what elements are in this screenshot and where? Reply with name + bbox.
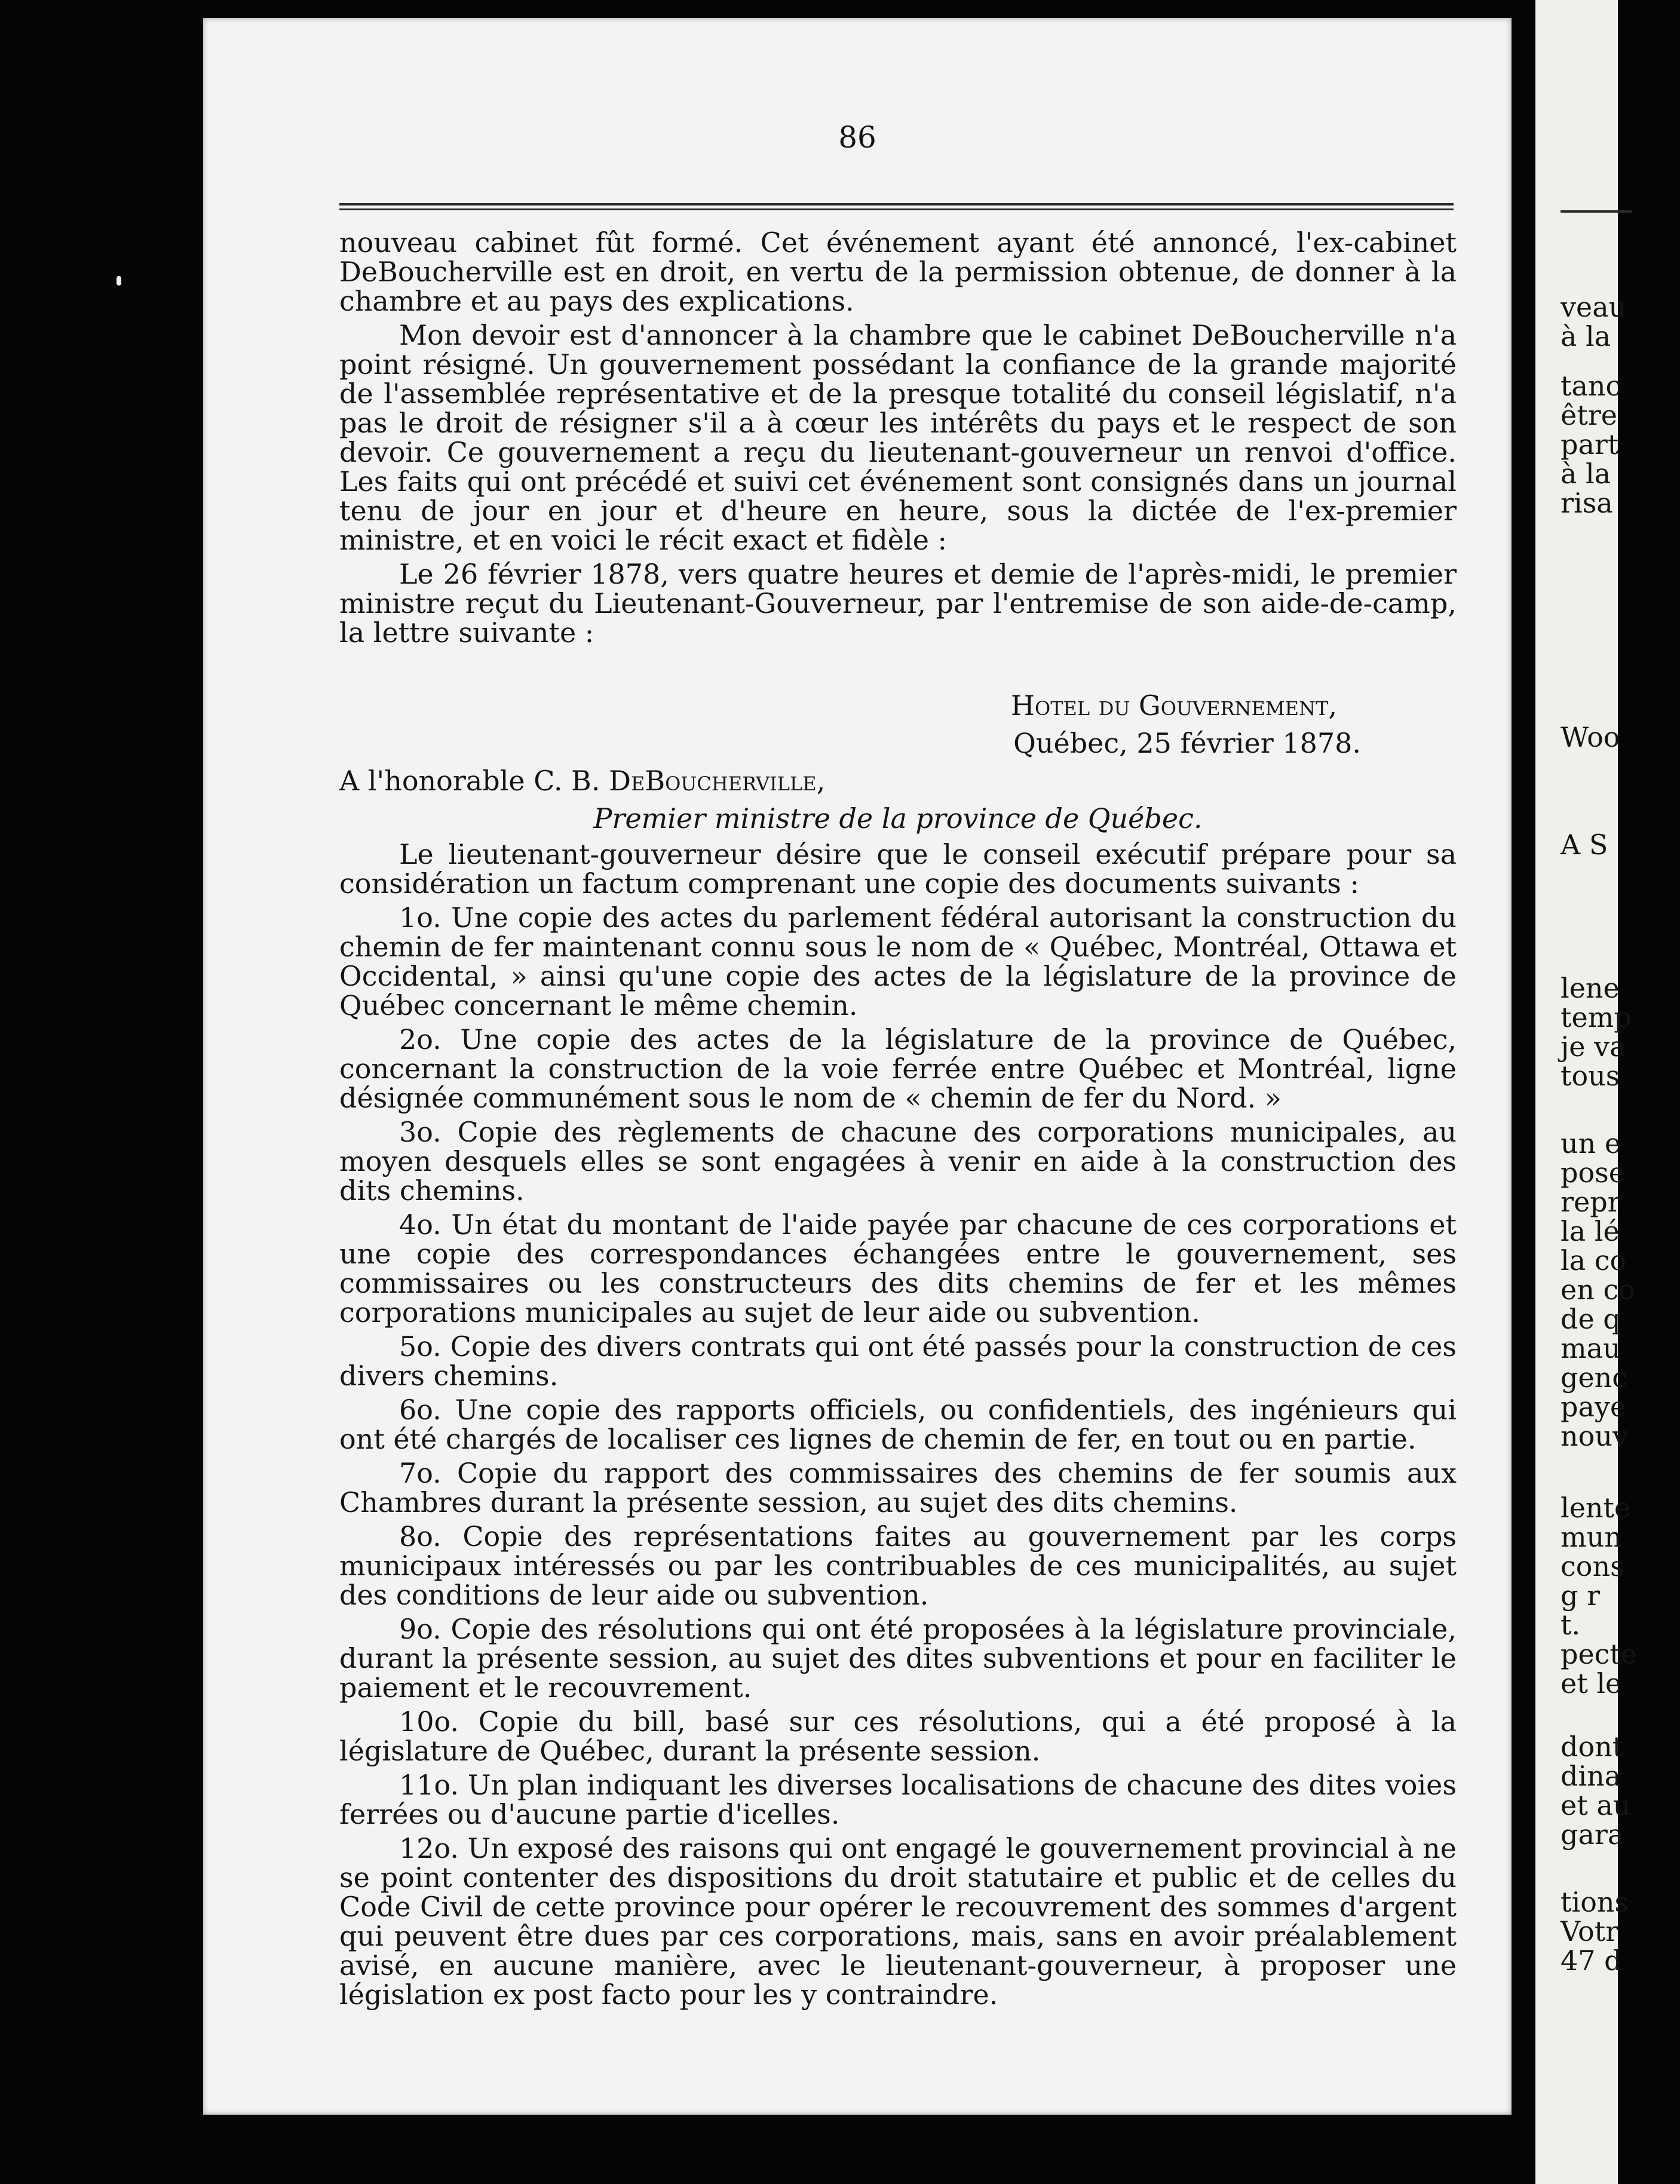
letter-paragraph: 3o. Copie des règlements de chacune des corporations municipales, au moyen desquels elles se sont engagées à venir en aide à la construction des dits chemins. [339, 1116, 1457, 1207]
adjacent-fragment: genc [1561, 1361, 1628, 1394]
book-page [203, 18, 1512, 2115]
adjacent-fragment: 47 d [1561, 1944, 1622, 1977]
adjacent-fragment: Woo [1561, 721, 1620, 753]
letter-paragraph: 7o. Copie du rapport des commissaires des chemins de fer soumis aux Chambres durant la présente session, au sujet des dits chemins. [339, 1457, 1457, 1519]
adjacent-fragment: de q [1561, 1303, 1621, 1335]
page-number: 86 [838, 120, 876, 155]
letter-paragraph: 8o. Copie des représentations faites au gouvernement par les corps municipaux intéressés ou par les contribuables de ces municipalités, au sujet des conditions de leur aide ou subvention. [339, 1520, 1457, 1611]
adjacent-fragment: dina [1561, 1760, 1621, 1792]
adjacent-fragment: mau [1561, 1332, 1621, 1364]
adjacent-fragment: et le [1561, 1667, 1622, 1700]
adjacent-fragment: la co [1561, 1244, 1627, 1277]
letter-paragraph: 4o. Un état du montant de l'aide payée par chacune de ces corporations et une copie des correspondances échangées entre le gouvernement, ses commissaires ou les constructeurs des dits chemins de fer et les mêmes corporations municipales au sujet de leur aide ou subvention. [339, 1208, 1457, 1329]
adjacent-fragment: lente [1561, 1492, 1631, 1524]
adjacent-fragment: part [1561, 428, 1619, 461]
scan-artifact [117, 276, 121, 286]
adjacent-fragment: g r [1561, 1579, 1601, 1612]
letter-paragraph: 5o. Copie des divers contrats qui ont été passés pour la construction de ces divers chemins. [339, 1330, 1457, 1392]
letter-paragraph: 9o. Copie des résolutions qui ont été proposées à la législature provinciale, durant la présente session, au sujet des dites subventions et pour en faciliter le paiement et le recouvrement. [339, 1613, 1457, 1704]
adjacent-fragment: à la [1561, 320, 1611, 352]
header-rule-line [339, 208, 1454, 210]
adjacent-fragment: A S [1561, 829, 1608, 861]
letter-paragraph: 2o. Une copie des actes de la législature de la province de Québec, concernant la construction de la voie ferrée entre Québec et Montréal, ligne désignée communément sous le nom de « chemin de fer du Nord. » [339, 1023, 1457, 1114]
adjacent-fragment: pecte [1561, 1638, 1638, 1670]
adjacent-fragment: à la [1561, 458, 1611, 490]
adjacent-fragment: dont [1561, 1731, 1624, 1763]
adjacent-fragment: nouv [1561, 1420, 1628, 1452]
adjacent-fragment: gara [1561, 1818, 1624, 1851]
paragraph: nouveau cabinet fût formé. Cet événement ayant été annoncé, l'ex-cabinet DeBoucherville est en droit, en vertu de la permission obtenue, de donner à la chambre et au pays des explications. [339, 226, 1457, 317]
header-rule [339, 203, 1454, 211]
letter-paragraph: 6o. Une copie des rapports officiels, ou confidentiels, des ingénieurs qui ont été chargés de localiser ces lignes de chemin de fer, en tout ou en partie. [339, 1394, 1457, 1455]
addressee-name: DeBoucherville, [609, 765, 826, 797]
letter-place-date: Québec, 25 février 1878. [1013, 727, 1361, 759]
paragraph: Le 26 février 1878, vers quatre heures et demie de l'après-midi, le premier ministre reçut du Lieutenant-Gouverneur, par l'entremise de son aide-de-camp, la lettre suivante : [339, 558, 1457, 649]
adjacent-fragment: tions [1561, 1886, 1629, 1918]
adjacent-fragment: un e [1561, 1127, 1621, 1160]
adjacent-fragment: et au [1561, 1789, 1631, 1821]
adjacent-fragment: mun [1561, 1521, 1622, 1553]
adjacent-fragment: pose [1561, 1157, 1625, 1189]
paragraph: Mon devoir est d'annoncer à la chambre que le cabinet DeBoucherville n'a point résigné. Un gouvernement possédant la confiance de la grande majorité de l'assemblée représentative et de la presque totalité du conseil législatif, n'a pas le droit de résigner s'il a à cœur les intérêts du pays et le respect de son devoir. Ce gouvernement a reçu du lieutenant-gouverneur un renvoi d'office. Les faits qui ont précédé et suivi cet événement sont consignés dans un journal tenu de jour en jour et d'heure en heure, sous la dictée de l'ex-premier ministre, et en voici le récit exact et fidèle : [339, 319, 1457, 556]
page-body [339, 228, 1457, 2014]
letter-paragraph: Le lieutenant-gouverneur désire que le conseil exécutif prépare pour sa considération un factum comprenant une copie des documents suivants : [339, 838, 1457, 900]
adjacent-header-rule [1561, 210, 1632, 213]
letter-paragraph: 12o. Un exposé des raisons qui ont engagé le gouvernement provincial à ne se point contenter des dispositions du droit statutaire et public et de celles du Code Civil de cette province pour opérer le recouvrement des sommes d'argent qui peuvent être dues par ces corporations, mais, sans en avoir préalablement avisé, en aucune manière, avec le lieutenant-gouverneur, à proposer une législation ex post facto pour les y contraindre. [339, 1832, 1457, 2011]
addressee-title: Premier ministre de la province de Québec. [593, 802, 1203, 835]
adjacent-fragment: la lé [1561, 1215, 1620, 1247]
adjacent-fragment: lene [1561, 972, 1620, 1004]
letter-addressee [339, 765, 1457, 797]
adjacent-fragment: repr [1561, 1186, 1621, 1218]
letter-paragraph: 10o. Copie du bill, basé sur ces résolutions, qui a été proposé à la législature de Québec, durant la présente session. [339, 1706, 1457, 1767]
adjacent-fragment: Votr [1561, 1915, 1619, 1947]
adjacent-page [1535, 0, 1638, 2184]
adjacent-fragment: paye [1561, 1391, 1627, 1423]
adjacent-fragment: risa [1561, 487, 1613, 519]
letter-paragraph: 1o. Une copie des actes du parlement fédéral autorisant la construction du chemin de fer maintenant connu sous le nom de « Québec, Montréal, Ottawa et Occidental, » ainsi qu'une copie des actes de la législature de la province de Québec concernant le même chemin. [339, 901, 1457, 1022]
adjacent-fragment: tanc [1561, 370, 1621, 402]
adjacent-fragment: cons [1561, 1550, 1624, 1582]
adjacent-fragment: tous [1561, 1060, 1620, 1092]
header-rule-line [339, 203, 1454, 205]
addressee-prefix: A l'honorable C. B. [339, 765, 609, 797]
adjacent-fragment: en co [1561, 1274, 1635, 1306]
letter-paragraph: 11o. Un plan indiquant les diverses localisations de chacune des dites voies ferrées ou d'aucune partie d'icelles. [339, 1769, 1457, 1830]
letter-heading: Hotel du Gouvernement, [1010, 689, 1337, 722]
adjacent-fragment: je va [1561, 1030, 1626, 1063]
adjacent-fragment: être [1561, 399, 1617, 431]
adjacent-fragment: temp [1561, 1001, 1632, 1033]
adjacent-fragment: t. [1561, 1609, 1581, 1641]
adjacent-fragment: veau [1561, 291, 1627, 323]
